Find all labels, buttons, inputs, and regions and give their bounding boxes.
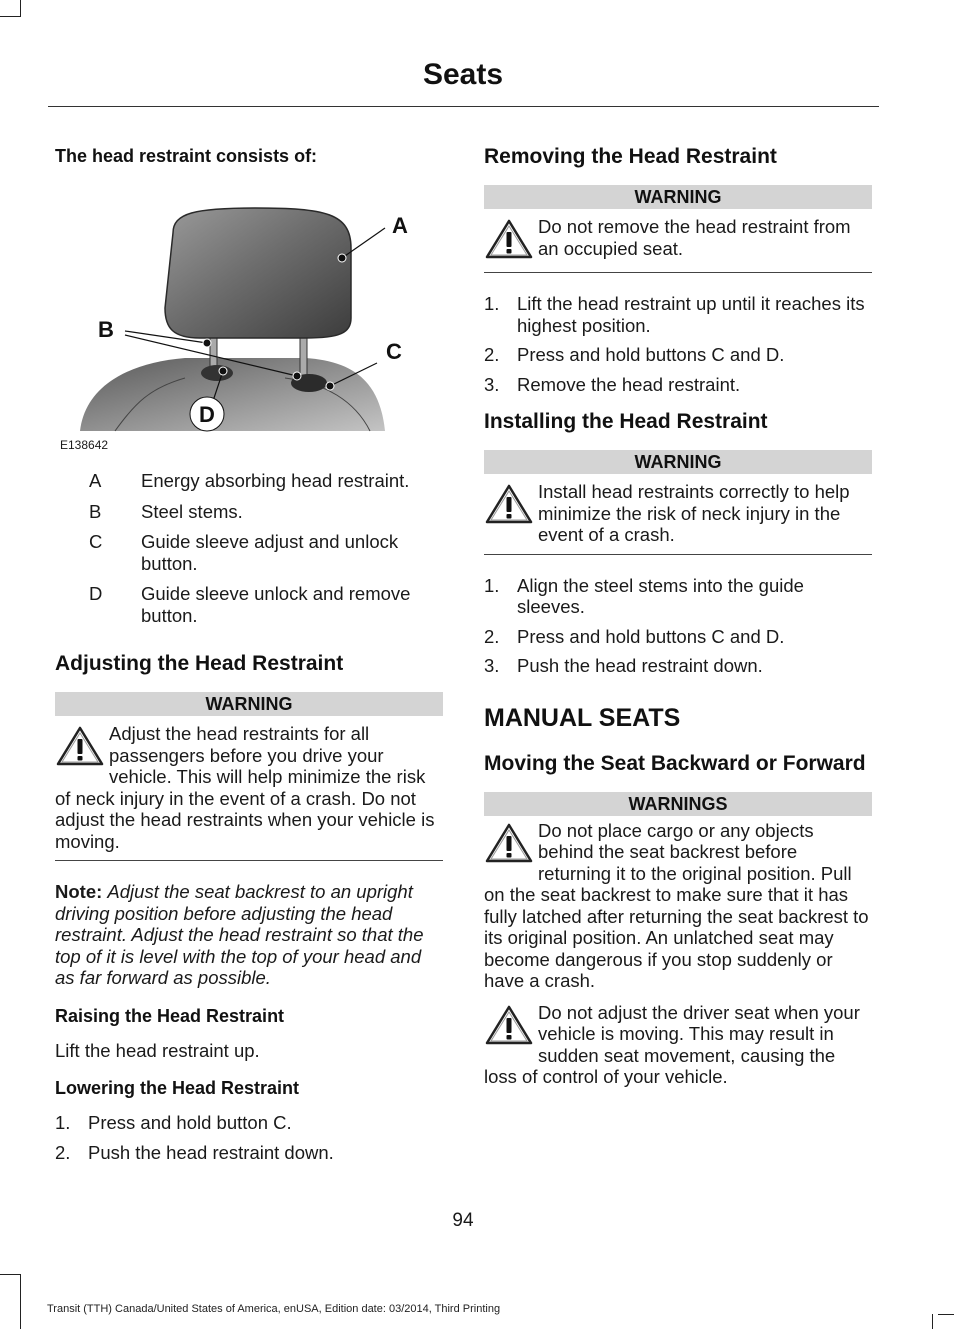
- legend-item: [55, 583, 443, 626]
- step-text: Press and hold buttons C and D.: [517, 344, 785, 365]
- section-heading-installing: Installing the Head Restraint: [484, 410, 768, 433]
- head-restraint-illustration: [55, 173, 443, 438]
- warnings-label: WARNINGS: [484, 792, 872, 816]
- warning-text-block: [55, 723, 443, 852]
- warning-label: WARNING: [55, 692, 443, 716]
- step-number: 2.: [484, 344, 500, 365]
- list-item: [484, 374, 872, 396]
- head-restraint-figure: [55, 173, 443, 458]
- legend-key: A: [89, 470, 102, 491]
- step-text: Push the head restraint down.: [517, 655, 763, 676]
- warning-text: Do not adjust the driver seat when your vehicle is moving. This may result in sudden seat movement, causing the loss of control of your vehicle.: [484, 1001, 860, 1087]
- note-label: Note:: [55, 881, 103, 902]
- list-item: [55, 1142, 443, 1164]
- step-number: 2.: [484, 625, 500, 647]
- step-number: 2.: [55, 1141, 71, 1163]
- step-text: Align the steel stems into the guide sleeves.: [517, 574, 804, 617]
- legend-text: Guide sleeve adjust and unlock button.: [141, 531, 399, 574]
- chapter-heading-manual-seats: MANUAL SEATS: [484, 703, 681, 732]
- note-paragraph: [55, 881, 443, 989]
- figure-label-d: D: [199, 402, 215, 427]
- warning-triangle-icon: [484, 822, 534, 864]
- warning-triangle-icon: [484, 483, 534, 525]
- section-heading-adjusting: Adjusting the Head Restraint: [55, 652, 344, 675]
- figure-legend: [55, 470, 443, 626]
- legend-key: C: [89, 531, 103, 552]
- figure-intro: The head restraint consists of:: [55, 146, 318, 166]
- legend-text: Steel stems.: [141, 500, 243, 522]
- title-divider: [48, 106, 879, 107]
- crop-mark: [20, 1274, 21, 1329]
- warning-text: Install head restraints correctly to help minimize the risk of neck injury in the event of a crash.: [538, 481, 850, 545]
- left-column: [55, 145, 443, 1163]
- warning-label: WARNING: [484, 450, 872, 474]
- legend-item: [55, 531, 443, 574]
- warning-label: WARNING: [484, 185, 872, 209]
- legend-key: D: [89, 583, 103, 604]
- crop-mark: [938, 1314, 954, 1315]
- crop-mark: [0, 16, 20, 17]
- list-item: [484, 655, 872, 677]
- step-text: Push the head restraint down.: [88, 1141, 334, 1163]
- warning-divider: [55, 860, 443, 861]
- figure-code: E138642: [60, 438, 109, 452]
- legend-item: [55, 470, 443, 492]
- warning-text: Do not place cargo or any objects behind the seat backrest before returning it to the original position. Pull on the seat backrest to make sure that it has fully latched after returning the seat backrest to its original position. An unlatched seat may become dangerous if you stop suddenly or have a crash.: [484, 819, 869, 991]
- warning-triangle-icon: [484, 1004, 534, 1046]
- warning-triangle-icon: [55, 725, 105, 767]
- section-heading-moving-seat: Moving the Seat Backward or Forward: [484, 751, 866, 775]
- warning-divider: [484, 554, 872, 555]
- list-item: [55, 1112, 443, 1134]
- legend-text: Energy absorbing head restraint.: [141, 470, 410, 491]
- warning-text-block: [484, 820, 872, 992]
- list-item: [484, 293, 872, 336]
- legend-text: Guide sleeve unlock and remove button.: [141, 583, 411, 626]
- warning-divider: [484, 272, 872, 273]
- warning-text-block: [484, 1002, 872, 1088]
- page-title: Seats: [422, 58, 504, 91]
- warning-triangle-icon: [484, 218, 534, 260]
- list-item: [484, 344, 872, 366]
- right-column: [484, 145, 872, 1088]
- crop-mark: [20, 0, 21, 17]
- warning-text-block: [484, 481, 872, 546]
- step-text: Press and hold buttons C and D.: [517, 625, 785, 647]
- step-number: 3.: [484, 655, 500, 676]
- warning-text: Adjust the head restraints for all passengers before you drive your vehicle. This will help minimize the risk of neck injury in the event of a crash. Do not adjust the head restraints when your vehicle is moving.: [55, 723, 435, 852]
- warning-text-block: [484, 216, 872, 260]
- warning-text: Do not remove the head restraint from an occupied seat.: [538, 216, 851, 259]
- footer-edition-info: Transit (TTH) Canada/United States of America, enUSA, Edition date: 03/2014, Third Printing: [47, 1303, 501, 1315]
- raising-text: Lift the head restraint up.: [55, 1039, 260, 1061]
- subheading-raising: Raising the Head Restraint: [55, 1005, 285, 1026]
- step-text: Press and hold button C.: [88, 1112, 292, 1133]
- step-number: 3.: [484, 373, 500, 395]
- list-item: [484, 575, 872, 618]
- figure-label-b: B: [98, 317, 114, 342]
- figure-label-a: A: [392, 213, 408, 238]
- page-number: 94: [452, 1210, 474, 1231]
- legend-key: B: [89, 500, 102, 522]
- step-number: 1.: [55, 1112, 71, 1133]
- list-item: [484, 626, 872, 648]
- crop-mark: [932, 1314, 933, 1329]
- section-heading-removing: Removing the Head Restraint: [484, 145, 777, 168]
- note-text: Adjust the seat backrest to an upright driving position before adjusting the head restraint. Adjust the head restraint so that the top of it is level with the top of your head and as far forward as possible.: [55, 881, 424, 988]
- legend-item: [55, 501, 443, 523]
- step-text: Lift the head restraint up until it reaches its highest position.: [517, 293, 865, 336]
- step-text: Remove the head restraint.: [517, 373, 741, 395]
- step-number: 1.: [484, 293, 500, 314]
- step-number: 1.: [484, 574, 500, 596]
- figure-label-c: C: [386, 339, 402, 364]
- crop-mark: [0, 1274, 20, 1275]
- subheading-lowering: Lowering the Head Restraint: [55, 1078, 300, 1098]
